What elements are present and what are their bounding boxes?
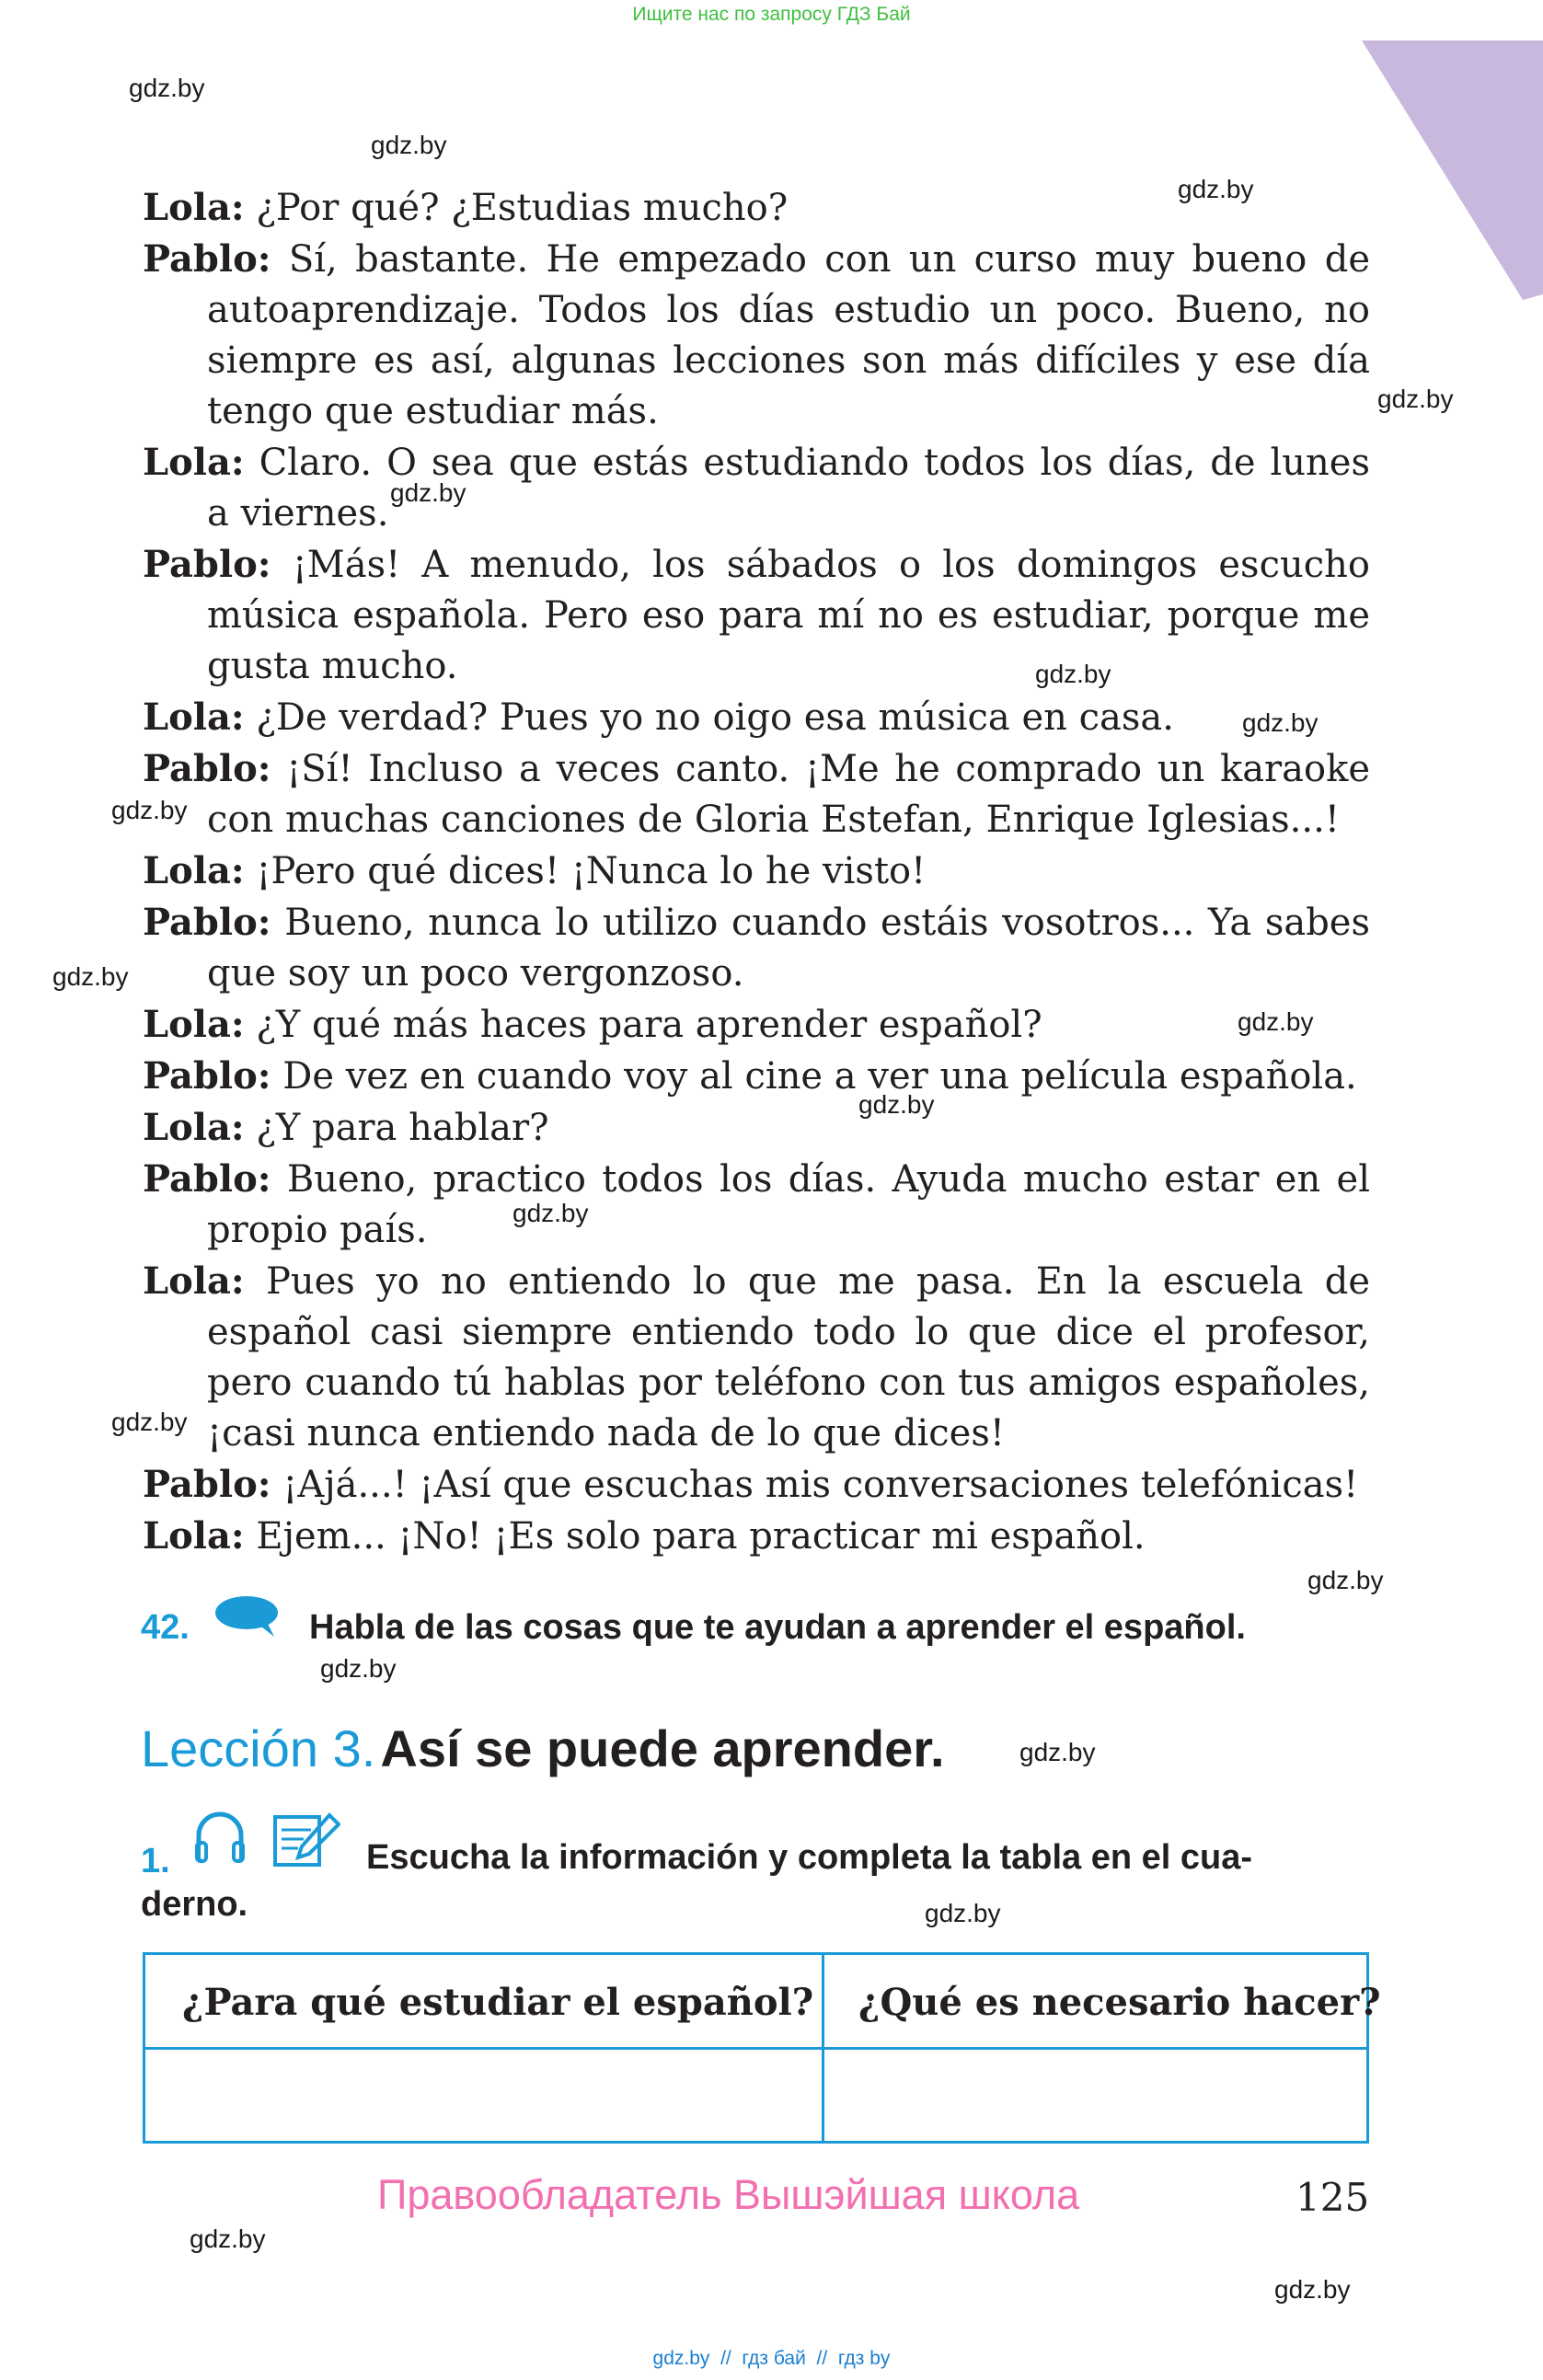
line-text: Claro. O sea que estás estudiando todos los días, de lunes a viernes. xyxy=(207,442,1371,535)
bottom-links[interactable]: gdz.by // гдз бай // гдз by xyxy=(652,2348,891,2369)
headphones-icon xyxy=(191,1810,248,1868)
line-text: Bueno, practico todos los días. Ayuda mucho estar en el propio país. xyxy=(207,1158,1370,1251)
watermark: gdz.by xyxy=(1274,2275,1351,2304)
exercise-instruction-cont: derno. xyxy=(141,1885,248,1924)
dialogue-line xyxy=(143,999,1370,1051)
speaker: Pablo: xyxy=(143,237,271,281)
dialogue-line xyxy=(143,845,1370,897)
watermark: gdz.by xyxy=(512,1199,589,1227)
speaker: Lola: xyxy=(143,441,245,484)
dialogue-line xyxy=(143,1459,1370,1511)
line-text: ¿De verdad? Pues yo no oigo esa música en casa. xyxy=(256,696,1174,739)
watermark: gdz.by xyxy=(1035,660,1111,688)
watermark: gdz.by xyxy=(52,962,129,991)
watermark: gdz.by xyxy=(1307,1566,1384,1594)
watermark: gdz.by xyxy=(1238,1007,1314,1036)
dialogue-line xyxy=(143,1511,1370,1562)
speaker: Pablo: xyxy=(143,1054,271,1098)
dialogue-line xyxy=(143,897,1371,999)
watermark: gdz.by xyxy=(858,1090,935,1119)
dialogue-line xyxy=(143,1102,1370,1154)
line-text: ¡Más! A menudo, los sábados o los domingos escucho música española. Pero eso para mí no es estudiar, porque me gusta mucho. xyxy=(207,544,1370,687)
watermark: gdz.by xyxy=(190,2225,266,2253)
lesson-title: Así se puede aprender. xyxy=(380,1719,945,1777)
speaker: Pablo: xyxy=(143,1157,271,1201)
line-text: Sí, bastante. He empezado con un curso muy bueno de autoaprendizaje. Todos los días estudio un poco. Bueno, no siempre es así, algunas lecciones son más difíciles y ese día tengo que estudiar más. xyxy=(207,238,1370,432)
watermark: gdz.by xyxy=(1242,708,1318,737)
speaker: Lola: xyxy=(143,696,245,739)
exercise-number: 42. xyxy=(141,1608,190,1647)
watermark: gdz.by xyxy=(925,1899,1001,1927)
line-text: Bueno, nunca lo utilizo cuando estáis vosotros... Ya sabes que soy un poco vergonzoso. xyxy=(207,902,1371,995)
line-text: Pues yo no entiendo lo que me pasa. En la escuela de español casi siempre entiendo todo lo que dice el profesor, pero cuando tú hablas por teléfono con tus amigos españoles, ¡casi nunca entiendo nada de lo que dices! xyxy=(207,1260,1371,1454)
line-text: De vez en cuando voy al cine a ver una película española. xyxy=(282,1055,1357,1098)
answer-table xyxy=(143,1952,1381,2144)
speaker: Lola: xyxy=(143,1106,245,1149)
line-text: ¿Por qué? ¿Estudias mucho? xyxy=(256,187,789,229)
speaker: Pablo: xyxy=(143,1463,271,1506)
watermark: gdz.by xyxy=(1377,385,1454,413)
speaker: Lola: xyxy=(143,186,245,229)
speaker: Pablo: xyxy=(143,901,271,944)
top-banner[interactable]: Ищите нас по запросу ГДЗ Бай xyxy=(632,4,911,25)
line-text: Ejem... ¡No! ¡Es solo para practicar mi español. xyxy=(256,1515,1146,1558)
line-text: ¡Ajá...! ¡Así que escuchas mis conversaciones telefónicas! xyxy=(282,1464,1359,1506)
copyright-owner: Правообладатель Вышэйшая школа xyxy=(377,2171,1080,2218)
speaker: Lola: xyxy=(143,1003,245,1046)
watermark: gdz.by xyxy=(320,1654,397,1683)
line-text: ¡Pero qué dices! ¡Nunca lo he visto! xyxy=(256,850,927,892)
page-number: 125 xyxy=(1295,2175,1370,2220)
watermark: gdz.by xyxy=(111,796,188,824)
notebook-pen-icon xyxy=(272,1811,340,1868)
dialogue-line xyxy=(143,539,1370,692)
line-text: ¿Y para hablar? xyxy=(256,1107,549,1149)
dialogue-line xyxy=(143,234,1370,437)
table-header-cell: ¿Para qué estudiar el español? xyxy=(182,1981,814,2024)
speaker: Lola: xyxy=(143,1259,245,1303)
line-text: ¿Y qué más haces para aprender español? xyxy=(256,1004,1042,1046)
dialogue-line xyxy=(143,692,1370,743)
dialogue-line xyxy=(143,1154,1370,1256)
watermark: gdz.by xyxy=(111,1408,188,1436)
lesson-heading xyxy=(141,1719,945,1778)
speaker: Lola: xyxy=(143,1514,245,1558)
table-divider xyxy=(822,1955,824,2141)
speech-bubble-icon xyxy=(213,1594,282,1640)
speaker: Pablo: xyxy=(143,747,271,790)
watermark: gdz.by xyxy=(1019,1738,1096,1766)
dialogue-line xyxy=(143,182,1370,234)
exercise-instruction: Escucha la información y completa la tabla en el cua- xyxy=(366,1838,1252,1877)
watermark: gdz.by xyxy=(390,478,466,507)
dialogue xyxy=(143,182,1370,1562)
watermark: gdz.by xyxy=(371,131,447,159)
dialogue-line xyxy=(143,437,1371,539)
watermark: gdz.by xyxy=(1178,175,1254,203)
lesson-label: Lección 3. xyxy=(141,1719,376,1777)
table-header-cell: ¿Qué es necesario hacer? xyxy=(858,1981,1381,2024)
speaker: Lola: xyxy=(143,849,245,892)
dialogue-line xyxy=(143,1051,1370,1102)
line-text: ¡Sí! Incluso a veces canto. ¡Me he comprado un karaoke con muchas canciones de Gloria Estefan, Enrique Iglesias...! xyxy=(207,748,1370,841)
exercise-instruction: Habla de las cosas que te ayudan a aprender el español. xyxy=(309,1608,1246,1647)
exercise-number: 1. xyxy=(141,1842,170,1880)
speaker: Pablo: xyxy=(143,543,271,586)
watermark: gdz.by xyxy=(129,74,205,102)
